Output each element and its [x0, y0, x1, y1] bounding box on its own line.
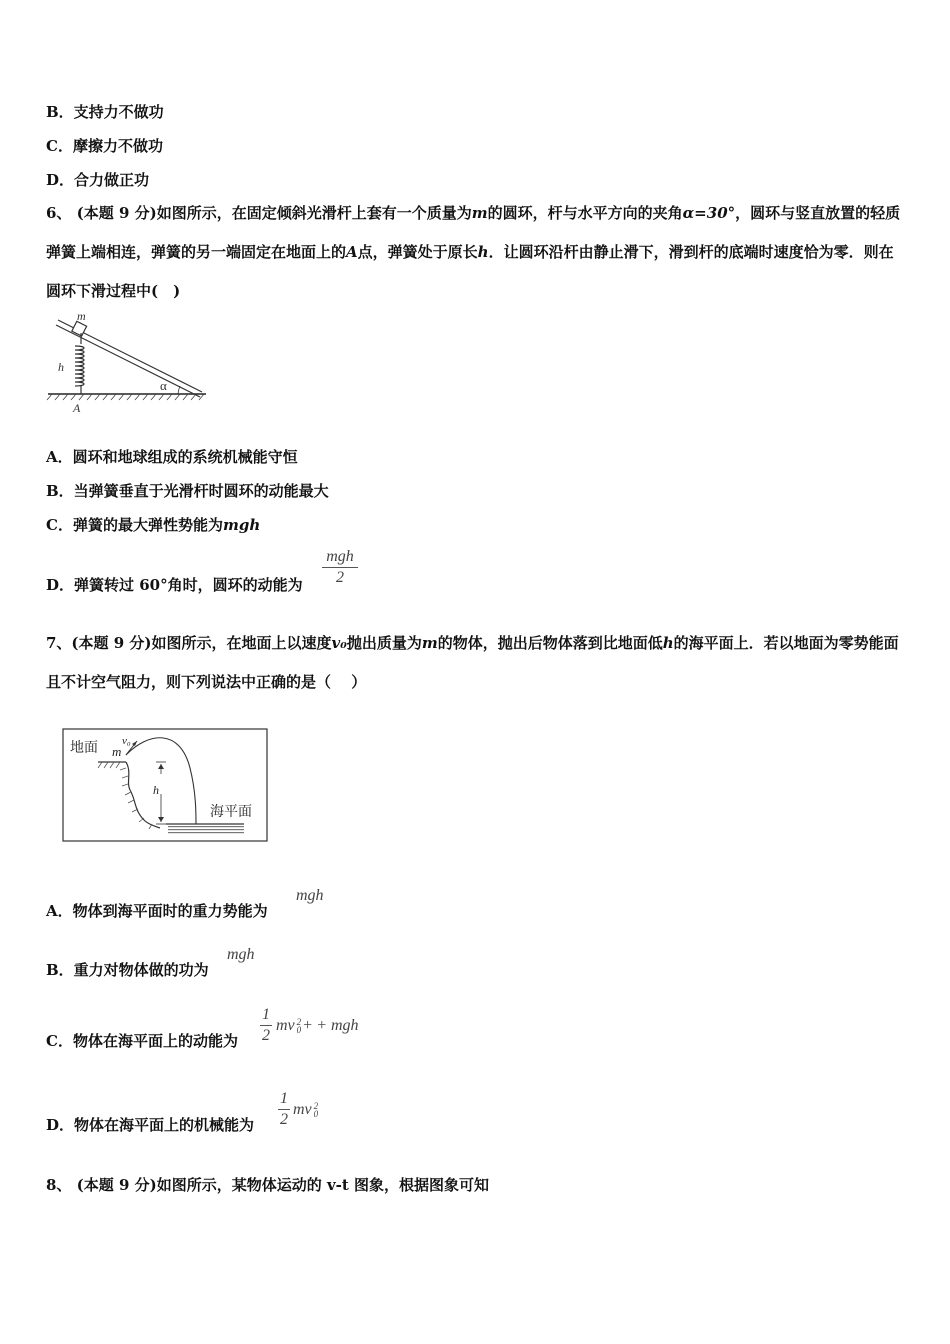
q7-option-c-fraction: 1 2	[262, 1006, 270, 1044]
q7-option-d-fraction: 1 2	[280, 1090, 288, 1128]
q7-figure	[62, 728, 270, 844]
q6-figure	[44, 308, 214, 418]
q7-fig-label-sea: 海平面	[210, 804, 252, 820]
q6-fig-label-m: m	[77, 309, 86, 323]
q6-stem: 6、 (本题 9 分)如图所示，在固定倾斜光滑杆上套有一个质量为m的圆环，杆与水平方向的夹角α=30°，圆环与竖直放置的轻质弹簧上端相连，弹簧的另一端固定在地面上的A点，弹簧处于原长h．让圆环沿杆由静止滑下，滑到杆的底端时速度恰为零．则在圆环下滑过程中( )	[46, 204, 901, 300]
q7-fig-label-v0: v₀	[122, 735, 131, 747]
q6-fig-label-a: A	[73, 401, 81, 415]
q7-option-d-expr: mv 2 0	[293, 1101, 319, 1120]
q7-option-d: D．物体在海平面上的机械能为	[46, 1116, 255, 1134]
q6-option-d: D．弹簧转过 60°角时，圆环的动能为	[46, 576, 303, 594]
q5-option-c: C．摩擦力不做功	[46, 137, 163, 155]
q7-fig-label-ground: 地面	[70, 740, 98, 756]
q7-option-c-expr: mv 2 0 + + mgh	[276, 1017, 359, 1036]
q6-fig-label-alpha: α	[160, 378, 167, 393]
q6-option-b: B．当弹簧垂直于光滑杆时圆环的动能最大	[46, 482, 329, 500]
q6-option-a: A．圆环和地球组成的系统机械能守恒	[46, 448, 298, 466]
q5-option-b: B．支持力不做功	[46, 103, 164, 121]
q8-stem: 8、 (本题 9 分)如图所示，某物体运动的 v-t 图象，根据图象可知	[46, 1176, 490, 1194]
q7-option-b-math: mgh	[227, 946, 255, 963]
q7-option-a-math: mgh	[296, 887, 324, 904]
q7-option-c: C．物体在海平面上的动能为	[46, 1032, 238, 1050]
q6-option-d-fraction: mgh 2	[322, 548, 358, 587]
q5-option-d: D．合力做正功	[46, 171, 150, 189]
q7-fig-label-m: m	[112, 744, 122, 759]
q7-stem: 7、(本题 9 分)如图所示，在地面上以速度v₀抛出质量为m的物体，抛出后物体落到比地面低h的海平面上．若以地面为零势能面且不计空气阻力，则下列说法中正确的是（ ）	[46, 634, 899, 691]
q7-fig-label-h: h	[153, 783, 159, 797]
q6-fig-label-h: h	[58, 360, 64, 374]
q6-option-c: C．弹簧的最大弹性势能为mgh	[46, 516, 261, 534]
q7-option-a: A．物体到海平面时的重力势能为	[46, 902, 268, 920]
q7-option-b: B．重力对物体做的功为	[46, 961, 209, 979]
